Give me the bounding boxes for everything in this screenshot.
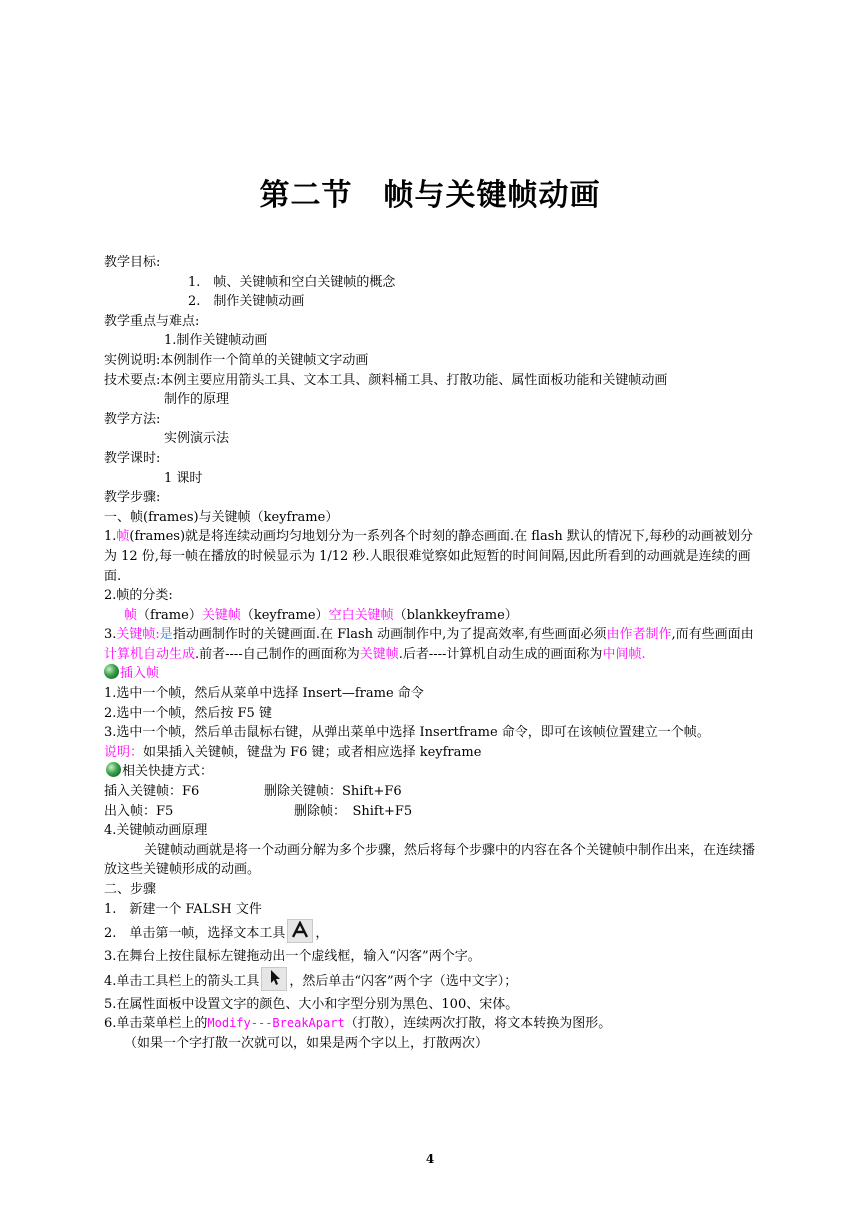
type-frame: 帧	[124, 607, 138, 623]
step-7-note: （如果一个字打散一次就可以，如果是两个字以上，打散两次）	[124, 1035, 489, 1051]
type-frame-en: （frame）	[137, 607, 202, 623]
step-2-comma: ，	[315, 926, 329, 942]
method-value: 实例演示法	[164, 431, 230, 447]
goals-label: 教学目标:	[104, 255, 161, 270]
type-keyframe-en: （keyframe）	[240, 607, 329, 623]
text-tool-icon	[287, 919, 313, 943]
step-3: 3.在舞台上按住鼠标左键拖动出一个虚线框，输入“闪客”两个字。	[104, 949, 481, 965]
note-line	[104, 743, 764, 763]
goal-item: 1. 帧、关键帧和空白关键帧的概念	[188, 274, 396, 290]
insert-step: 1.选中一个帧，然后从菜单中选择 Insert—frame 命令	[104, 686, 424, 702]
shortcut-insert-frame: 出入帧：F5	[104, 803, 174, 819]
step-4	[104, 967, 764, 995]
section-1-heading: 一、帧(frames)与关键帧（keyframe）	[104, 509, 339, 525]
paragraph-keyframe	[104, 625, 764, 664]
shortcut-insert-keyframe: 插入关键帧：F6	[104, 784, 200, 800]
insert-step: 2.选中一个帧，然后按 F5 键	[104, 705, 272, 721]
globe-icon	[106, 762, 121, 777]
p3-is: 是	[159, 627, 173, 643]
p1-number: 1.	[104, 529, 117, 545]
p1-text: (frames)就是将连续动画均匀地划分为一系列各个时刻的静态画面.在 flash 默认的情况下,每秒的动画被划分为 12 份,每一帧在播放的时候显示为 1/12 秒.人眼很难觉察如此短暂的时间间隔,因此所看到的动画就是连续的画面.	[104, 529, 754, 584]
p3-tween-term: 中间帧.	[602, 646, 646, 662]
step-6-menu-path: Modify---BreakApart	[207, 1016, 345, 1031]
tech-line-1: 技术要点:本例主要应用箭头工具、文本工具、颜料桶工具、打散功能、属性面板功能和关键帧动画	[104, 372, 668, 388]
frame-types-label: 2.帧的分类:	[104, 588, 173, 604]
p3-author-made: 由作者制作	[606, 627, 672, 643]
type-blank-keyframe-en: （blankkeyframe）	[393, 607, 518, 623]
example-line: 实例说明:本例制作一个简单的关键帧文字动画	[104, 352, 369, 368]
step-5: 5.在属性面板中设置文字的颜色、大小和字型分别为黑色、100、宋体。	[104, 996, 519, 1012]
key-label: 教学重点与难点:	[104, 313, 200, 329]
step-4-text-b: ，然后单击“闪客”两个字（选中文字）；	[289, 973, 518, 989]
globe-icon	[104, 664, 119, 679]
shortcut-delete-keyframe: 删除关键帧：Shift+F6	[264, 784, 402, 800]
step-6-text-a: 6.单击菜单栏上的	[104, 1016, 208, 1032]
hours-label: 教学课时:	[104, 450, 161, 466]
p3-keyword: 关键帧:	[116, 627, 160, 643]
p3-text-a: 指动画制作时的关键画面.在 Flash 动画制作中,为了提高效率,有些画面必须	[172, 627, 607, 643]
step-6	[104, 1014, 764, 1034]
type-keyframe: 关键帧	[201, 607, 241, 623]
type-blank-keyframe: 空白关键帧	[328, 607, 394, 623]
p3-text-d: .后者----计算机自动生成的画面称为	[398, 646, 603, 662]
step-1: 1. 新建一个 FALSH 文件	[104, 901, 262, 917]
frame-types	[104, 606, 764, 626]
p3-keyframe-term: 关键帧	[359, 646, 399, 662]
page-number: 4	[425, 1152, 435, 1166]
insert-frame-heading-row	[104, 664, 764, 684]
step-2-text: 2. 单击第一帧，选择文本工具	[104, 926, 286, 942]
note-text: 如果插入关键帧，键盘为 F6 键；或者相应选择 keyframe	[143, 744, 482, 760]
document-body	[104, 253, 764, 1054]
p3-number: 3.	[104, 627, 117, 643]
paragraph-frames	[104, 527, 764, 586]
section-2-heading: 二、步骤	[104, 882, 157, 897]
shortcut-delete-frame: 删除帧： Shift+F5	[294, 803, 413, 819]
key-item: 1.制作关键帧动画	[164, 333, 268, 349]
step-6-text-b: （打散），连续两次打散，将文本转换为图形。	[344, 1016, 612, 1032]
page-title: 第二节 帧与关键帧动画	[259, 178, 601, 213]
insert-frame-heading: 插入帧	[120, 666, 160, 682]
steps-label: 教学步骤:	[104, 490, 161, 506]
shortcut-row	[104, 802, 764, 822]
shortcut-heading-row	[104, 762, 764, 782]
step-4-text-a: 4.单击工具栏上的箭头工具	[104, 973, 260, 989]
p1-keyword: 帧	[116, 529, 130, 545]
shortcut-heading: 相关快捷方式：	[122, 764, 214, 780]
tech-line-2: 制作的原理	[164, 392, 230, 408]
arrow-tool-icon	[261, 967, 287, 991]
p3-text-c: .前者----自己制作的画面称为	[195, 646, 360, 662]
step-2	[104, 919, 764, 947]
principle-text: 关键帧动画就是将一个动画分解为多个步骤，然后将每个步骤中的内容在各个关键帧中制作出来，在连续播放这些关键帧形成的动画。	[104, 842, 756, 878]
p3-text-b: ,而有些画面由	[671, 627, 754, 643]
shortcut-row	[104, 782, 764, 802]
note-label: 说明：	[104, 744, 144, 760]
goal-item: 2. 制作关键帧动画	[188, 294, 305, 310]
p3-auto-generated: 计算机自动生成	[104, 646, 196, 662]
hours-value: 1 课时	[164, 470, 203, 486]
method-label: 教学方法:	[104, 411, 161, 427]
principle-heading: 4.关键帧动画原理	[104, 823, 208, 839]
insert-step: 3.选中一个帧，然后单击鼠标右键，从弹出菜单中选择 Insertframe 命令，即可在该帧位置建立一个帧。	[104, 725, 710, 741]
